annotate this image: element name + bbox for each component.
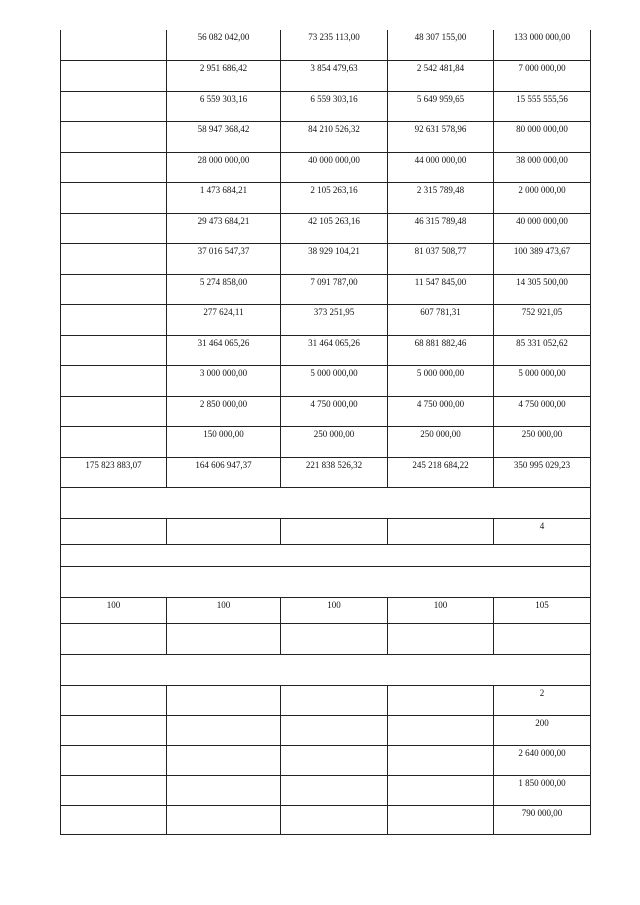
- table-cell: 100: [167, 597, 281, 623]
- table-cell: 2 951 686,42: [167, 60, 281, 91]
- table-cell: [61, 274, 167, 304]
- table-cell: 350 995 029,23: [494, 457, 591, 487]
- table-cell: 200: [494, 715, 591, 745]
- table-cell: [61, 243, 167, 274]
- table-cell: 2 640 000,00: [494, 745, 591, 775]
- table-cell: 46 315 789,48: [388, 213, 494, 243]
- table-cell: 790 000,00: [494, 805, 591, 834]
- table-cell: 4 750 000,00: [494, 396, 591, 426]
- table-cell: 2 542 481,84: [388, 60, 494, 91]
- table-cell: [61, 685, 167, 715]
- table-cell: 100 389 473,67: [494, 243, 591, 274]
- table-row: [61, 182, 591, 213]
- table-cell: 2 315 789,48: [388, 182, 494, 213]
- table-cell: [167, 518, 281, 544]
- table-cell: 31 464 065,26: [167, 335, 281, 365]
- table-row: [61, 365, 591, 396]
- data-table: [60, 30, 591, 835]
- table-row: [61, 426, 591, 457]
- table-cell: 85 331 052,62: [494, 335, 591, 365]
- table-cell: 5 000 000,00: [281, 365, 388, 396]
- table-cell: [61, 775, 167, 805]
- table-cell: 48 307 155,00: [388, 30, 494, 60]
- table-cell: [61, 60, 167, 91]
- table-cell: 80 000 000,00: [494, 121, 591, 152]
- table-cell: [61, 396, 167, 426]
- table-spanning-cell: [61, 487, 591, 518]
- table-cell: [167, 775, 281, 805]
- table-cell: 7 000 000,00: [494, 60, 591, 91]
- table-cell: 250 000,00: [281, 426, 388, 457]
- table-cell: 84 210 526,32: [281, 121, 388, 152]
- table-row: [61, 152, 591, 182]
- table-cell: 7 091 787,00: [281, 274, 388, 304]
- table-cell: 3 854 479,63: [281, 60, 388, 91]
- table-cell: 175 823 883,07: [61, 457, 167, 487]
- table-cell: [167, 805, 281, 834]
- table-cell: 1 473 684,21: [167, 182, 281, 213]
- table-row: [61, 715, 591, 745]
- table-cell: 5 000 000,00: [494, 365, 591, 396]
- table-cell: 5 274 858,00: [167, 274, 281, 304]
- table-cell: [388, 805, 494, 834]
- table-cell: [281, 715, 388, 745]
- table-cell: 245 218 684,22: [388, 457, 494, 487]
- table-cell: 5 000 000,00: [388, 365, 494, 396]
- table-cell: 100: [61, 597, 167, 623]
- table-cell: 40 000 000,00: [494, 213, 591, 243]
- table-cell: [61, 121, 167, 152]
- table-cell: 221 838 526,32: [281, 457, 388, 487]
- table-row: [61, 775, 591, 805]
- table-cell: 14 305 500,00: [494, 274, 591, 304]
- table-cell: 1 850 000,00: [494, 775, 591, 805]
- table-cell: 11 547 845,00: [388, 274, 494, 304]
- table-cell: 15 555 555,56: [494, 91, 591, 121]
- table-cell: 607 781,31: [388, 304, 494, 335]
- table-cell: [61, 518, 167, 544]
- table-cell: 250 000,00: [494, 426, 591, 457]
- table-row: [61, 597, 591, 623]
- table-row: [61, 60, 591, 91]
- table-row: [61, 91, 591, 121]
- table-cell: [388, 745, 494, 775]
- table-cell: 250 000,00: [388, 426, 494, 457]
- table-cell: 5 649 959,65: [388, 91, 494, 121]
- table-cell: [388, 518, 494, 544]
- table-cell: 58 947 368,42: [167, 121, 281, 152]
- table-cell: [281, 623, 388, 654]
- table-cell: [388, 775, 494, 805]
- table-row: [61, 518, 591, 544]
- table-cell: [388, 685, 494, 715]
- table-cell: 150 000,00: [167, 426, 281, 457]
- table-cell: 29 473 684,21: [167, 213, 281, 243]
- table-row: [61, 30, 591, 60]
- table-cell: [61, 715, 167, 745]
- table-cell: 277 624,11: [167, 304, 281, 335]
- table-row: [61, 274, 591, 304]
- table-cell: 81 037 508,77: [388, 243, 494, 274]
- table-cell: [167, 685, 281, 715]
- table-cell: [494, 623, 591, 654]
- table-row: [61, 685, 591, 715]
- table-cell: [61, 182, 167, 213]
- table-cell: 752 921,05: [494, 304, 591, 335]
- table-cell: 4 750 000,00: [281, 396, 388, 426]
- table-cell: 2 850 000,00: [167, 396, 281, 426]
- table-spanning-row: [61, 544, 591, 566]
- table-cell: 38 000 000,00: [494, 152, 591, 182]
- table-cell: 6 559 303,16: [281, 91, 388, 121]
- table-cell: 40 000 000,00: [281, 152, 388, 182]
- table-cell: 164 606 947,37: [167, 457, 281, 487]
- table-spanning-cell: [61, 544, 591, 566]
- table-cell: [61, 365, 167, 396]
- table-cell: [388, 623, 494, 654]
- table-cell: 56 082 042,00: [167, 30, 281, 60]
- table-cell: [167, 745, 281, 775]
- table-spanning-cell: [61, 654, 591, 685]
- table-cell: [388, 715, 494, 745]
- table-cell: 100: [281, 597, 388, 623]
- table-cell: 37 016 547,37: [167, 243, 281, 274]
- table-row: [61, 213, 591, 243]
- table-row: [61, 396, 591, 426]
- table-cell: 44 000 000,00: [388, 152, 494, 182]
- table-cell: 3 000 000,00: [167, 365, 281, 396]
- table-cell: [61, 213, 167, 243]
- table-cell: 73 235 113,00: [281, 30, 388, 60]
- table-cell: 28 000 000,00: [167, 152, 281, 182]
- table-cell: 68 881 882,46: [388, 335, 494, 365]
- table-spanning-row: [61, 487, 591, 518]
- table-cell: [281, 805, 388, 834]
- table-cell: 100: [388, 597, 494, 623]
- table-cell: 4: [494, 518, 591, 544]
- table-cell: [61, 745, 167, 775]
- table-cell: 133 000 000,00: [494, 30, 591, 60]
- table-cell: 105: [494, 597, 591, 623]
- table-spanning-row: [61, 654, 591, 685]
- table-row: [61, 335, 591, 365]
- table-cell: [61, 623, 167, 654]
- table-cell: 6 559 303,16: [167, 91, 281, 121]
- table-row: [61, 457, 591, 487]
- table-row: [61, 121, 591, 152]
- table-cell: [61, 805, 167, 834]
- table-cell: [167, 623, 281, 654]
- table-cell: [61, 304, 167, 335]
- table-cell: 373 251,95: [281, 304, 388, 335]
- table-cell: 92 631 578,96: [388, 121, 494, 152]
- table-cell: [61, 152, 167, 182]
- table-row: [61, 304, 591, 335]
- table-cell: [61, 426, 167, 457]
- table-cell: [281, 745, 388, 775]
- table-spanning-row: [61, 566, 591, 597]
- table-cell: 42 105 263,16: [281, 213, 388, 243]
- table-cell: [61, 91, 167, 121]
- table-cell: [61, 30, 167, 60]
- table-cell: 2 105 263,16: [281, 182, 388, 213]
- table-body: [61, 30, 591, 834]
- table-cell: 2 000 000,00: [494, 182, 591, 213]
- table-cell: [61, 335, 167, 365]
- table-row: [61, 243, 591, 274]
- table-cell: 31 464 065,26: [281, 335, 388, 365]
- table-cell: [281, 685, 388, 715]
- table-spanning-cell: [61, 566, 591, 597]
- table-row: [61, 805, 591, 834]
- table-row: [61, 745, 591, 775]
- table-cell: [281, 518, 388, 544]
- table-row: [61, 623, 591, 654]
- table-cell: 2: [494, 685, 591, 715]
- table-cell: [167, 715, 281, 745]
- table-cell: [281, 775, 388, 805]
- table-cell: 4 750 000,00: [388, 396, 494, 426]
- table-cell: 38 929 104,21: [281, 243, 388, 274]
